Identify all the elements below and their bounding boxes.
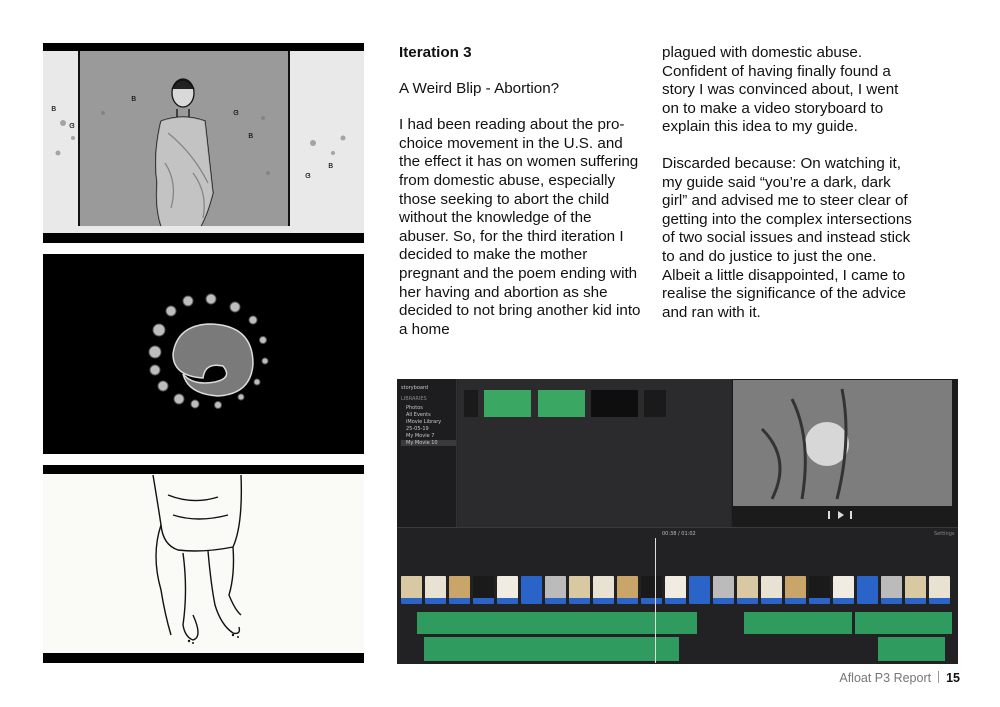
storyboard-frame-feet	[43, 465, 364, 663]
timeline-clip-thumbnail	[497, 576, 518, 604]
audio-track	[878, 637, 945, 661]
settings-label: Settings	[934, 531, 955, 537]
timeline-clip-thumbnail	[449, 576, 470, 604]
iteration-heading: Iteration 3	[399, 44, 472, 61]
playhead	[655, 538, 656, 663]
timeline-clip-thumbnail	[737, 576, 758, 604]
svg-text:ʙ: ʙ	[328, 161, 334, 171]
timeline-clip-thumbnail	[809, 576, 830, 604]
iteration-subheading: A Weird Blip - Abortion?	[399, 79, 560, 97]
sidebar-item-imovie-library: iMovie Library	[406, 419, 442, 425]
storyboard-frame-fetus	[43, 254, 364, 454]
text-column-right	[662, 44, 912, 322]
project-name: storyboard	[401, 385, 429, 391]
sidebar-item-all-events: All Events	[406, 412, 431, 418]
timeline-clip-thumbnail	[905, 576, 926, 604]
timeline-clip-thumbnail	[857, 576, 878, 604]
sidebar-item-movie-7: My Movie 7	[406, 433, 435, 439]
timeline-clip-thumbnail	[641, 576, 662, 604]
media-clip	[644, 390, 666, 417]
pregnant-woman-sketch	[43, 43, 364, 243]
storyboard-frame-pregnant-woman	[43, 43, 364, 243]
video-editor-screenshot	[397, 379, 958, 664]
fetus-swirl-illustration	[43, 254, 364, 454]
iteration-paragraph: I had been reading about the pro-choice movement in the U.S. and the effect it has on women suffering from domestic abuse, especially those seeking to abort the child without the knowledge of the abuser. So, for the third iteration I decided to make the mother pregnant and the poem ending with her having and abortion as she decided to not bring another kid into a home	[399, 116, 641, 338]
sidebar-item-date: 25-05-19	[406, 426, 429, 432]
page-footer	[839, 671, 960, 685]
discarded-paragraph	[662, 155, 912, 322]
media-clip	[464, 390, 478, 417]
text-column-left	[399, 44, 644, 339]
media-clip	[538, 390, 585, 417]
timecode: 00:38 / 01:02	[662, 531, 696, 537]
libraries-label: LIBRARIES	[401, 396, 427, 402]
discarded-label: Discarded because:	[662, 154, 797, 172]
svg-text:ɞ: ɞ	[305, 171, 311, 181]
paragraph-continued: plagued with domestic abuse. Confident of having finally found a story I was convinced about, I went on to make a video storyboard to explain this idea to my guide.	[662, 44, 899, 136]
timeline	[397, 527, 958, 664]
timeline-clip-thumbnail	[665, 576, 686, 604]
timeline-clip-thumbnail	[713, 576, 734, 604]
sidebar-item-photos: Photos	[406, 405, 423, 411]
timeline-clip-thumbnail	[569, 576, 590, 604]
timeline-clip-thumbnail	[617, 576, 638, 604]
timeline-clip-thumbnail	[785, 576, 806, 604]
feet-sketch	[43, 465, 364, 663]
timeline-clip-thumbnail	[833, 576, 854, 604]
svg-text:ʙ: ʙ	[51, 104, 57, 114]
report-title: Afloat P3 Report	[839, 671, 932, 685]
media-browser	[458, 379, 731, 527]
timeline-clip-thumbnail	[473, 576, 494, 604]
svg-text:ʙ: ʙ	[248, 131, 254, 141]
page-number: 15	[946, 671, 960, 685]
timeline-clip-thumbnail	[545, 576, 566, 604]
media-clip	[484, 390, 531, 417]
timeline-clip-thumbnail	[593, 576, 614, 604]
svg-text:ʙ: ʙ	[131, 94, 137, 104]
svg-text:ɞ: ɞ	[233, 108, 239, 118]
timeline-clip-thumbnail	[689, 576, 710, 604]
timeline-clip-thumbnail	[929, 576, 950, 604]
timeline-clip-thumbnail	[761, 576, 782, 604]
discarded-text: On watching it, my guide said “you’re a dark, dark girl” and advised me to steer clear of getting into the complex intersections of two social issues and instead stick to and do justice to just the one. Albeit a little disappointed, I came to realise the significance of the advice and ran with it.	[662, 154, 912, 321]
editor-sidebar	[397, 379, 457, 527]
footer-separator	[938, 671, 939, 683]
audio-track	[744, 612, 852, 634]
preview-viewer	[732, 379, 958, 527]
audio-track	[855, 612, 952, 634]
timeline-clip-thumbnail	[401, 576, 422, 604]
media-clip	[591, 390, 638, 417]
preview-image	[732, 379, 958, 527]
audio-track	[424, 637, 679, 661]
timeline-clip-thumbnail	[881, 576, 902, 604]
sidebar-item-movie-10: My Movie 10	[401, 440, 456, 446]
svg-text:ɞ: ɞ	[69, 121, 75, 131]
timeline-clip-thumbnail	[425, 576, 446, 604]
timeline-clip-thumbnail	[521, 576, 542, 604]
